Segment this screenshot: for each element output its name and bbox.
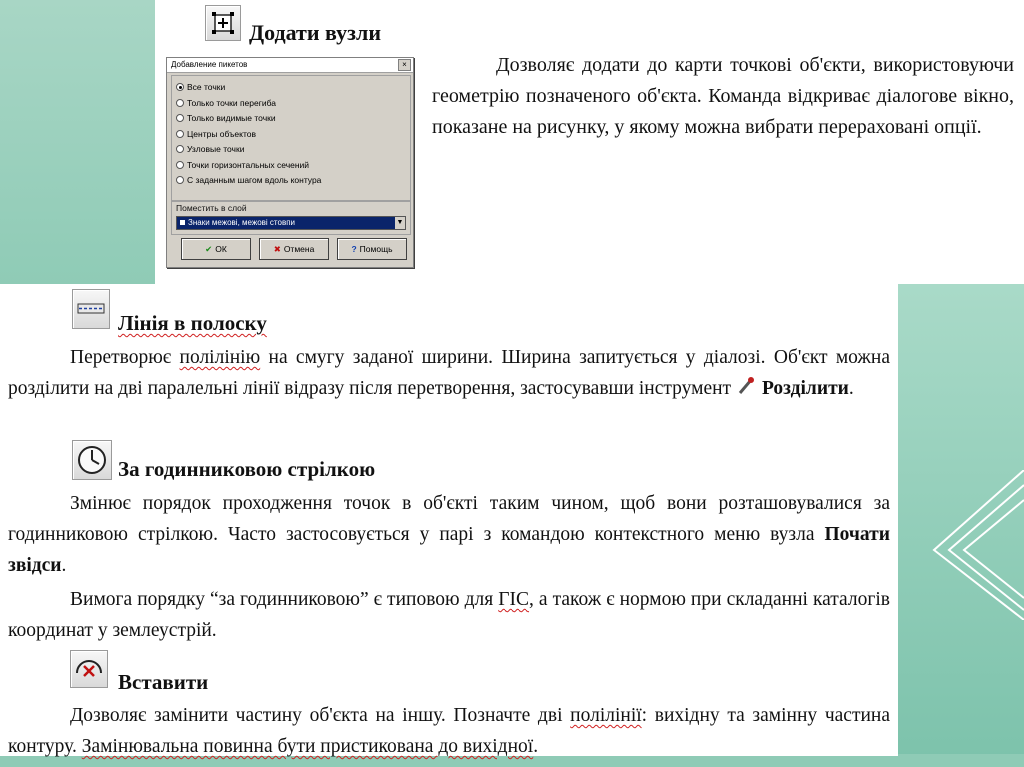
section-text-line-to-strip: Перетворює полілінію на смугу заданої ширини. Ширина запитується у діалозі. Об'єкт можна розділити на дві паралельні лінії відразу після перетворення, застосувавши інструмент Розділити. <box>8 347 890 399</box>
radio-button-icon[interactable] <box>176 161 184 169</box>
radio-option[interactable] <box>176 129 256 139</box>
layer-value: Знаки межові, межові стовпи <box>188 218 296 227</box>
split-tool-icon <box>736 375 756 395</box>
layer-select[interactable] <box>176 216 406 230</box>
background-left-band <box>0 0 155 284</box>
insert-icon <box>70 650 108 688</box>
radio-button-icon[interactable] <box>176 145 184 153</box>
clockwise-icon <box>72 440 112 480</box>
radio-label: Только видимые точки <box>187 113 276 123</box>
radio-option[interactable] <box>176 82 225 92</box>
add-pickets-dialog <box>166 57 414 268</box>
section-text-clockwise-1: Змінює порядок проходження точок в об'єкті таким чином, щоб вони розташовувалися за годинниковою стрілкою. Часто застосовується у парі з командою контекстного меню вузла Почати звідси. <box>8 493 890 576</box>
options-group <box>171 75 411 201</box>
radio-option[interactable] <box>176 144 244 154</box>
help-icon: ? <box>351 244 357 254</box>
layer-label: Поместить в слой <box>176 203 247 213</box>
cross-icon: ✖ <box>273 244 281 254</box>
radio-label: Только точки перегиба <box>187 97 276 108</box>
radio-option[interactable] <box>176 113 276 123</box>
add-nodes-icon <box>205 5 241 41</box>
dialog-title: Добавление пикетов <box>171 60 248 69</box>
help-button[interactable]: ? Помощь <box>337 238 407 260</box>
cancel-button[interactable]: ✖ Отмена <box>259 238 329 260</box>
section-text-insert: Дозволяє замінити частину об'єкта на іншу. Позначте дві полілінії: вихідну та замінну частина контуру. Замінювальна повинна бути пристикована до вихідної. <box>8 705 890 757</box>
radio-option[interactable] <box>176 175 321 185</box>
close-icon[interactable]: × <box>398 59 411 71</box>
layer-swatch-icon <box>180 220 185 225</box>
radio-option[interactable] <box>176 98 276 108</box>
section-text-clockwise-2: Вимога порядку “за годинниковою” є типовою для ГІС, а також є нормою при складанні каталогів координат у землеустрій. <box>8 589 890 641</box>
radio-button-icon[interactable] <box>176 130 184 138</box>
chevron-down-icon[interactable]: ▼ <box>395 217 405 229</box>
radio-label: С заданным шагом вдоль контура <box>187 175 322 185</box>
radio-label: Центры объектов <box>187 128 257 139</box>
layer-group <box>171 201 411 235</box>
line-to-strip-icon <box>72 289 110 329</box>
radio-button-icon[interactable] <box>176 83 184 91</box>
radio-label: Точки горизонтальных сечений <box>187 159 310 170</box>
decorative-lines-icon <box>904 470 1024 620</box>
radio-button-icon[interactable] <box>176 99 184 107</box>
radio-label: Узловые точки <box>187 144 245 154</box>
radio-option[interactable] <box>176 160 309 170</box>
radio-label: Все точки <box>187 82 226 92</box>
section-title-line-to-strip: Лінія в полоску <box>118 311 267 335</box>
radio-button-icon[interactable] <box>176 176 184 184</box>
section-title-insert: Вставити <box>118 670 209 694</box>
check-icon: ✔ <box>205 244 213 254</box>
section-title-clockwise: За годинниковою стрілкою <box>118 457 376 481</box>
dialog-titlebar <box>167 58 413 73</box>
section-title-add-nodes: Додати вузли <box>249 20 382 45</box>
section-text-add-nodes: Дозволяє додати до карти точкові об'єкти, використовуючи геометрію позначеного об'єкта. Команда відкриває діалогове вікно, показане на рисунку, у якому можна вибрати перераховані опції. <box>432 54 1014 138</box>
radio-button-icon[interactable] <box>176 114 184 122</box>
ok-button[interactable]: ✔ ОК <box>181 238 251 260</box>
